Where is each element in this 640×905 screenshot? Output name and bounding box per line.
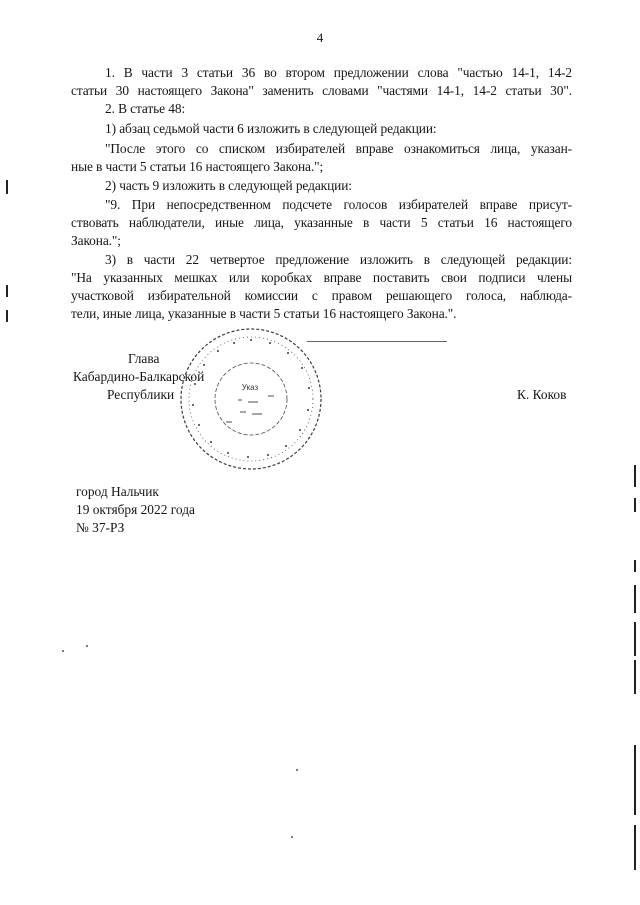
official-seal bbox=[178, 326, 324, 472]
signatory-title-line-2: Кабардино-Балкарской bbox=[73, 369, 205, 384]
sub-item-1-quote-line-1: "После этого со списком избирателей вправе ознакомиться лица, указан- bbox=[105, 141, 572, 156]
law-number: № 37-РЗ bbox=[76, 520, 125, 535]
signatory-name: К. Коков bbox=[517, 387, 567, 402]
sub-item-3-title: 3) в части 22 четвертое предложение изложить в следующей редакции: bbox=[105, 252, 572, 267]
sub-item-3-quote-line-1: "На указанных мешках или коробках вправе поставить свои подписи члены bbox=[71, 270, 572, 285]
seal-inner-text: Указ bbox=[241, 383, 259, 392]
sub-item-2-title: 2) часть 9 изложить в следующей редакции: bbox=[105, 178, 352, 193]
sub-item-1-quote-line-2: ные в части 5 статьи 16 настоящего Закона."; bbox=[71, 159, 324, 174]
signing-date: 19 октября 2022 года bbox=[76, 502, 195, 517]
sub-item-2-quote-line-3: Закона."; bbox=[71, 233, 121, 248]
sub-item-1-title: 1) абзац седьмой части 6 изложить в следующей редакции: bbox=[105, 121, 437, 136]
signatory-title-line-1: Глава bbox=[128, 351, 160, 366]
signatory-title-line-3: Республики bbox=[107, 387, 175, 402]
sub-item-2-quote-line-1: "9. При непосредственном подсчете голосов избирателей вправе присут- bbox=[105, 197, 572, 212]
seal-inner-ring bbox=[215, 363, 287, 435]
place-of-signing: город Нальчик bbox=[76, 484, 159, 499]
sub-item-3-quote-line-2: участковой избирательной комиссии с правом решающего голоса, наблюда- bbox=[71, 288, 572, 303]
sub-item-3-quote-line-3: тели, иные лица, указанные в части 5 статьи 16 настоящего Закона.". bbox=[71, 306, 457, 321]
seal-middle-ring bbox=[189, 337, 313, 461]
item-1-line-1: 1. В части 3 статьи 36 во втором предложении слова "частью 14-1, 14-2 bbox=[105, 65, 572, 80]
sub-item-2-quote-line-2: ствовать наблюдатели, иные лица, указанные в части 5 статьи 16 настоящего bbox=[71, 215, 572, 230]
item-1-line-2: статьи 30 настоящего Закона" заменить словами "частями 14-1, 14-2 статьи 30". bbox=[71, 83, 572, 98]
item-2-title: 2. В статье 48: bbox=[105, 101, 186, 116]
page-number: 4 bbox=[316, 30, 324, 45]
signature-line bbox=[307, 341, 447, 342]
seal-outer-ring bbox=[181, 329, 321, 469]
